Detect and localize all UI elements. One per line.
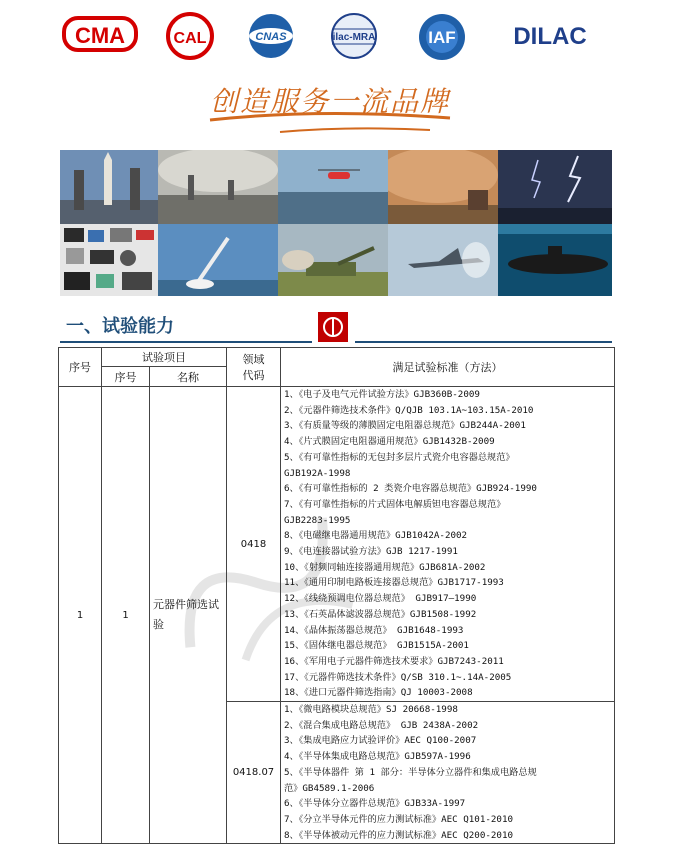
accreditation-logos (60, 8, 620, 60)
svg-text:CAL: CAL (173, 30, 207, 47)
standard-item: 17、《元器件筛选技术条件》Q/SB 310.1~.14A-2005 (284, 671, 512, 683)
group-code-0418: 0418 (227, 387, 281, 702)
slogan-text: 创造服务一流品牌 (210, 85, 451, 118)
standard-item: 9、《电连接器试验方法》GJB 1217-1991 (284, 546, 458, 558)
photo-banner (60, 150, 612, 296)
section-divider-left (60, 341, 312, 343)
svg-text:ilac-MRA: ilac-MRA (332, 32, 376, 43)
submarine-photo (498, 224, 612, 296)
header-seq: 序号 (59, 348, 102, 387)
iaf-logo (404, 12, 480, 62)
cma-logo (60, 12, 140, 56)
standard-item: 12、《线绕预调电位器总规范》 GJB917—1990 (284, 593, 477, 605)
rocket-launch-photo (60, 150, 158, 224)
table-row (59, 387, 615, 702)
standard-item: 3、《有质量等级的薄膜固定电阻器总规范》GJB244A-2001 (284, 420, 526, 432)
missile-launch-photo (158, 224, 278, 296)
test-capability-table (58, 347, 615, 844)
standard-item: 范》GB4589.1-2006 (284, 782, 375, 794)
ilac-mra-logo (322, 12, 386, 60)
standard-item: 15、《固体继电器总规范》 GJB1515A-2001 (284, 640, 469, 652)
dilac-logo (500, 12, 600, 56)
slogan-banner (200, 70, 470, 140)
sandstorm-photo (388, 150, 498, 224)
svg-text:IAF: IAF (428, 28, 456, 47)
standard-item: 2、《元器件筛选技术条件》Q/QJB 103.1A~103.15A-2010 (284, 404, 534, 416)
components-photo (60, 224, 158, 296)
svg-text:CNAS: CNAS (255, 31, 287, 43)
standard-item: 5、《有可靠性指标的无包封多层片式瓷介电容器总规范》 (284, 451, 515, 463)
standard-item: 13、《石英晶体滤波器总规范》GJB1508-1992 (284, 608, 477, 620)
header-domain-code (227, 348, 281, 387)
artillery-photo (278, 224, 388, 296)
fighter-jet-photo (388, 224, 498, 296)
row-seq: 1 (59, 387, 102, 844)
cnas-logo (240, 12, 302, 60)
section-divider-right (355, 341, 612, 343)
standard-item: 11、《通用印制电路板连接器总规范》GJB1717-1993 (284, 577, 504, 589)
section-title: 一、试验能力 (66, 316, 174, 337)
standards-list-041807 (281, 702, 615, 844)
standard-item: 8、《电磁继电器通用规范》GJB1042A-2002 (284, 530, 468, 542)
lightning-storm-photo (498, 150, 612, 224)
standard-item: GJB192A-1998 (284, 467, 351, 479)
standard-item: 6、《半导体分立器件总规范》GJB33A-1997 (284, 798, 466, 810)
standard-item: 16、《军用电子元器件筛选技术要求》GJB7243-2011 (284, 655, 504, 667)
standard-item: 14、《晶体振荡器总规范》 GJB1648-1993 (284, 624, 464, 636)
helicopter-sea-photo (278, 150, 388, 224)
header-test-item: 试验项目 (102, 348, 227, 367)
slogan-underline-icon (200, 110, 470, 140)
standard-item: 7、《分立半导体元件的应力测试标准》AEC Q101-2010 (284, 813, 514, 825)
row-name: 元器件筛选试验 (150, 387, 227, 844)
section-header (60, 308, 612, 344)
svg-text:CMA: CMA (74, 23, 126, 48)
standard-item: 1、《微电路模块总规范》SJ 20668-1998 (284, 704, 458, 716)
cal-logo (160, 12, 220, 60)
standard-item: 5、《半导体器件 第 1 部分：半导体分立器件和集成电路总规 (284, 766, 537, 778)
standard-item: 6、《有可靠性指标的 2 类瓷介电容器总规范》GJB924-1990 (284, 483, 537, 495)
header-domain-code-line1: 领域 (242, 353, 265, 366)
standards-list-0418 (281, 387, 615, 702)
standard-item: 1、《电子及电气元件试验方法》GJB360B-2009 (284, 389, 480, 400)
standard-item: 4、《片式膜固定电阻器通用规范》GJB1432B-2009 (284, 436, 495, 448)
header-sub-seq: 序号 (102, 367, 150, 387)
standard-item: 3、《集成电路应力试验评价》AEC Q100-2007 (284, 735, 477, 747)
factory-smoke-photo (158, 150, 278, 224)
row-sub-seq: 1 (102, 387, 150, 844)
standard-item: 2、《混合集成电路总规范》 GJB 2438A-2002 (284, 719, 479, 731)
standard-item: 8、《半导体被动元件的应力测试标准》AEC Q200-2010 (284, 829, 514, 841)
svg-text:DILAC: DILAC (513, 23, 587, 50)
standard-item: 7、《有可靠性指标的片式固体电解质钽电容器总规范》 (284, 498, 506, 510)
standard-item: 4、《半导体集成电路总规范》GJB597A-1996 (284, 751, 471, 763)
header-domain-code-line2: 代码 (242, 369, 265, 382)
company-emblem-icon (318, 312, 348, 342)
group-code-041807: 0418.07 (227, 702, 281, 844)
standard-item: GJB2283-1995 (284, 514, 351, 526)
standard-item: 10、《射频同轴连接器通用规范》GJB681A-2002 (284, 561, 486, 573)
header-name: 名称 (150, 367, 227, 387)
standard-item: 18、《进口元器件筛选指南》QJ 10003-2008 (284, 687, 473, 699)
header-standards: 满足试验标准（方法） (281, 348, 615, 387)
